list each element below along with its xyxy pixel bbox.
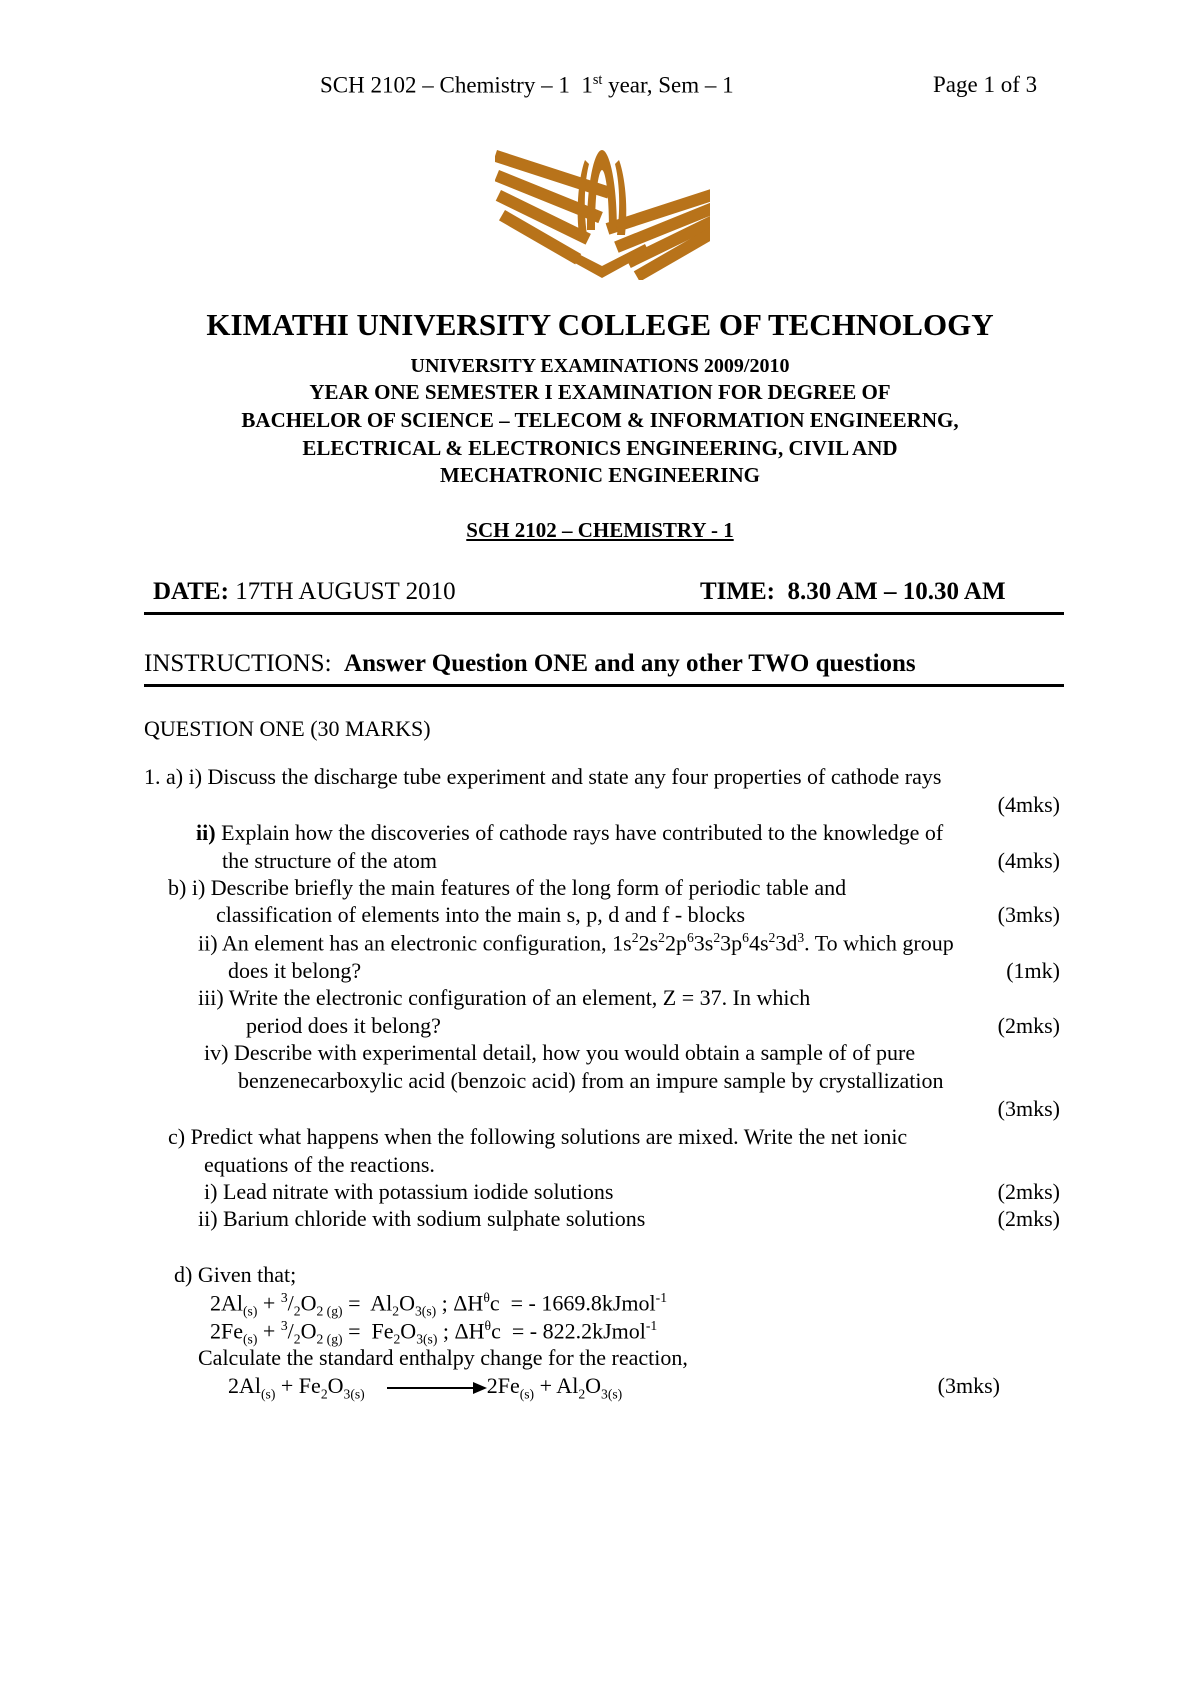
q1-c: c) Predict what happens when the following solutions are mixed. Write the net ionic	[168, 1124, 908, 1149]
q1-c-ii: ii) Barium chloride with sodium sulphate solutions	[198, 1206, 646, 1231]
q1-b-i: b) i) Describe briefly the main features of the long form of periodic table and	[168, 875, 847, 900]
q1-a-i: 1. a) i) Discuss the discharge tube experiment and state any four properties of cathode rays	[144, 764, 942, 789]
exam-line-1: UNIVERSITY EXAMINATIONS 2009/2010	[410, 355, 790, 377]
q1-d-marks: (3mks)	[937, 1373, 1000, 1398]
exam-line-3: BACHELOR OF SCIENCE – TELECOM & INFORMATION ENGINEERNG,	[241, 408, 959, 432]
exam-line-2: YEAR ONE SEMESTER I EXAMINATION FOR DEGREE OF	[309, 380, 891, 404]
course-title: SCH 2102 – CHEMISTRY - 1	[466, 518, 734, 542]
q1-d-eq1: $2Al_{(s)} + ^3/_2O_{2 (g)} = Al_2O_{3(s)}$ ; $\Delta H^\theta c$ = - 1669.8kJmol$^{-1}$	[210, 1290, 668, 1319]
exam-date: DATE: 17TH AUGUST 2010	[153, 578, 456, 605]
q1-d-calc: Calculate the standard enthalpy change for the reaction,	[198, 1345, 688, 1370]
q1-b-iii: iii) Write the electronic configuration of an element, Z = 37. In which	[198, 985, 811, 1010]
q1-c-i: i) Lead nitrate with potassium iodide solutions	[204, 1179, 614, 1204]
q1-c-i-marks: (2mks)	[997, 1179, 1060, 1204]
kimathi-logo	[495, 140, 710, 280]
q1-b-iv-line2: benzenecarboxylic acid (benzoic acid) from an impure sample by crystallization	[238, 1068, 944, 1093]
q1-a-ii-line2: the structure of the atom	[222, 848, 438, 873]
exam-line-5: MECHATRONIC ENGINEERING	[440, 463, 760, 487]
arrow-icon	[387, 1381, 487, 1395]
q1-a-ii: ii) Explain how the discoveries of cathode rays have contributed to the knowledge of	[196, 820, 944, 845]
exam-line-4: ELECTRICAL & ELECTRONICS ENGINEERING, CIVIL AND	[302, 436, 898, 460]
q1-d-reaction: $2Al_{(s)} + Fe_2O_{3(s)}$ $2Fe_{(s)} + Al_2O_{3(s)}$	[228, 1373, 623, 1402]
instructions: INSTRUCTIONS: Answer Question ONE and any other TWO questions	[144, 650, 916, 677]
q1-c-line2: equations of the reactions.	[204, 1152, 435, 1177]
q1-b-i-marks: (3mks)	[997, 902, 1060, 927]
q1-d-eq2: $2Fe_{(s)} + ^3/_2O_{2 (g)} = Fe_2O_{3(s)}$ ; $\Delta H^\theta c$ = - 822.2kJmol$^{-1}$	[210, 1318, 658, 1347]
q1-b-ii-marks: (1mk)	[1006, 958, 1060, 983]
q1-b-i-line2: classification of elements into the main s, p, d and f - blocks	[216, 902, 746, 927]
q1-b-iii-marks: (2mks)	[997, 1013, 1060, 1038]
q1-d: d) Given that;	[174, 1262, 297, 1287]
q1-a-i-marks: (4mks)	[997, 792, 1060, 817]
institution-title: KIMATHI UNIVERSITY COLLEGE OF TECHNOLOGY	[206, 307, 994, 342]
q1-b-iv-marks: (3mks)	[997, 1096, 1060, 1121]
divider	[144, 612, 1064, 615]
q1-b-ii: ii) An element has an electronic configuration, $1s^22s^22p^63s^23p^64s^23d^3$. To which group	[198, 930, 954, 956]
q1-b-iv: iv) Describe with experimental detail, how you would obtain a sample of of pure	[204, 1040, 916, 1065]
q1-c-ii-marks: (2mks)	[997, 1206, 1060, 1231]
divider	[144, 684, 1064, 687]
exam-time: TIME: 8.30 AM – 10.30 AM	[700, 578, 1006, 605]
q1-b-ii-line2: does it belong?	[228, 958, 362, 983]
header-course: SCH 2102 – Chemistry – 1 1st year, Sem – 1	[320, 72, 734, 98]
question-one-heading: QUESTION ONE (30 MARKS)	[144, 716, 431, 741]
page-number: Page 1 of 3	[933, 72, 1038, 97]
q1-a-ii-marks: (4mks)	[997, 848, 1060, 873]
q1-b-iii-line2: period does it belong?	[246, 1013, 441, 1038]
